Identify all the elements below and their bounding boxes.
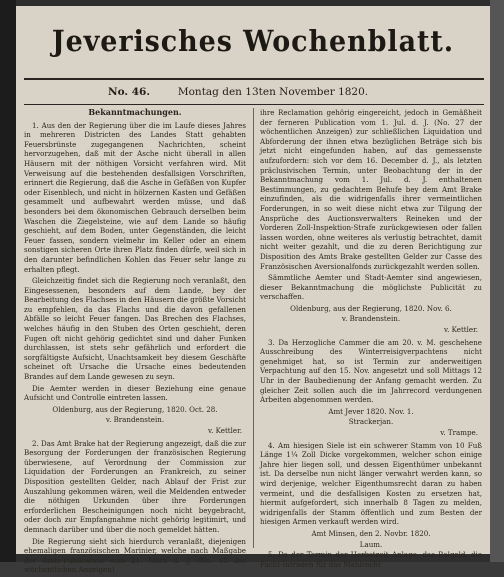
signature-name: Strackerjan. <box>348 417 394 427</box>
signature-place: Amt Jever 1820. Nov. 1. <box>328 406 414 416</box>
right-column <box>260 108 482 571</box>
section-title: Bekanntmachungen. <box>88 107 182 117</box>
article-paragraph: 1. Aus den der Regierung über die im Laufe dieses Jahres in mehreren Districten des Landes Statt gehabten Feuersbrünste zugegangenen Nachrichten, scheint hervorzugehen, daß mit der Asche nicht überall in allen Häusern mit der nöthigen Vorsicht verfahren wird. Mit Verweisung auf die bestehenden desfallsigen Vorschriften, erinnert die Regierung, daß die Asche in Gefäßen von Kupfer oder Eisenblech, und nicht in hölzernen Kasten und Gefäßen gesammelt und aufbewahrt werden müsse, und daß besonders bei dem ökonomischen Gebrauch derselben beim Waschen die Ziegelsteine, wie auf dem Lande so häufig geschieht, auf dem Boden, unter Gegenständen, die leicht Feuer fassen, sondern vielmehr im Keller oder an einem sonstigen sicheren Orte ihren Platz finden dürfe, weil sich in den darunter befindlichen Kohlen das Feuer sehr lange zu erhalten pflegt. <box>24 120 246 274</box>
article-paragraph: 4. Am hiesigen Siele ist ein schwerer Stamm von 10 Fuß Länge 1¼ Zoll Dicke vorgekommen, welcher schon einige Jahre hier liegen soll, und dessen Eigenthümer unbekannt ist. Da derselbe nun nicht länger verwahrt werden kann, so wird derjenige, welcher Eigenthumsrecht daran zu haben vermeint, und die desfallsigen Kosten zu ersetzen hat, hiermit aufgefordert, sich innerhalb 8 Tagen zu melden, widrigenfalls der Stamm öffentlich und zum Besten der hiesigen Armen verkauft werden wird. <box>260 440 482 527</box>
article-paragraph: Gleichzeitig findet sich die Regierung noch veranlaßt, den Eingesessenen, besonders auf dem Lande, bey der Bearbeitung des Flachses in den Häusern die größte Vorsicht zu empfehlen, da das Flachs und die davon gefallenen Abfälle so leicht Feuer fangen. Das Brechen des Flachses, welches häufig in den Stuben des Orten geschieht, deren Fugen oft nicht gehörig gedichtet sind und daher Funken durchlassen, ist stets sehr gefährlich und erfordert die sorgfältigste Aufsicht, Unachtsamkeit bey diesem Geschäfte scheinet oft Ursache die Ursache eines bedeutenden Brandes auf dem Lande gewesen zu seyn. <box>24 276 246 382</box>
article-paragraph: Die Regierung sieht sich hierdurch veranlaßt, diejenigen ehemaligen französischen Marinier, welche nach Maßgabe der Amts-Publication vom 21. März d. J. (No. 13 der wöchentlichen Anzeigen) <box>24 536 246 575</box>
signature-name: Laum. <box>359 539 383 549</box>
signature-countersign: v. Kettler. <box>207 426 242 435</box>
article-paragraph: ihre Reclamation gehörig eingereicht, jedoch in Gemäßheit der ferneren Publication vom 1. Jul. d. J. (No. 27 der wöchentlichen Anzeigen) zur schließlichen Liquidation und Abforderung der ihnen etwa bezüglichen Beträge sich bis jetzt nicht eingefunden haben, auf das gemessenste aufzufordern: sich vor dem 16. December d. J., als letzten präclusivischen Termin, unter Beobachtung der in der Bekanntmachung vom 1. Jul. d. J. enthaltenen Bestimmungen, zu gedachtem Behufe bey dem Amt Brake einzufinden, als die widrigenfalls ihrer vermeintlichen Forderungen, in so weit diese nicht etwa zur Tilgung der Ansprüche des Auctionsverwalters Reineken und der Vorderen Zoll-Inspektion-Strafe zurückgewiesen oder fallen lassen worden, ohne weiteres als verlustig betrachtet, damit nicht weiter gezahlt, und die zu deren Berichtigung zur Disposition des Amts Brake gestellten Gelder zur Casse des Französischen Aversionalfonds zurückgezahlt werden sollen. <box>260 108 482 271</box>
signature-place: Oldenburg, aus der Regierung, 1820. Nov. 6. <box>290 303 452 313</box>
dateline <box>16 86 490 98</box>
column-divider <box>253 108 254 548</box>
signature-countersign: v. Kettler. <box>443 325 478 335</box>
article-paragraph: Die Aemter werden in dieser Beziehung eine genaue Aufsicht und Controlle eintreten lassen. <box>24 383 246 403</box>
masthead-title: Jeverisches Wochenblatt. <box>51 24 455 58</box>
newspaper-page <box>16 6 490 575</box>
article-paragraph: 2. Das Amt Brake hat der Regierung angezeigt, daß die zur Besorgung der Forderungen der französischen Regierung überwiesene, auf Verordnung der Commission zur Liquidation der Forderungen an Frankreich, zu seiner Disposition gestellten Gelder, nach Ablauf der Frist zur Auszahlung gekommen wären, weil die Meldenden entweder die nöthigen Urkunden über ihre Forderungen erforderlichen Bescheinigungen noch nicht beygebracht, oder doch zur Empfangnahme nicht gehörig legitimirt, und demnach darüber und über die noch gemeldet hätten. <box>24 438 246 534</box>
masthead-rule <box>24 78 484 80</box>
issue-date: Montag den 13ten November 1820. <box>177 86 369 98</box>
issue-number: No. 46. <box>108 86 150 98</box>
dateline-rule <box>24 104 484 105</box>
signature-place: Oldenburg, aus der Regierung, 1820. Oct. 28. <box>52 404 218 414</box>
article-paragraph: 5. Da der Termin der Herbstzeit Anlage, das Balgeld, die Pacht-Intraden für das Mahlrecht <box>260 550 482 569</box>
article-paragraph: 3. Da Herzogliche Cammer die am 20. v. M. geschehene Ausschreibung des Winterreisigverpachtens nicht genehmiget hat, so ist Termin zur anderweitigen Verpachtung auf den 15. Nov. angesetzt und soll Mittags 12 Uhr in der Baubedienung der Anfang gemacht werden. Zu gleicher Zeit sollen auch die im Jahrrecord verdungenen Arbeiten abgenommen werden. <box>260 337 482 405</box>
left-column <box>24 108 246 577</box>
page-edge <box>490 0 504 562</box>
article-paragraph: Sämmtliche Aemter und Stadt-Aemter sind angewiesen, dieser Bekanntmachung die möglichste Publicität zu verschaffen. <box>260 273 482 302</box>
signature-name: v. Brandenstein. <box>105 415 165 425</box>
book-spine <box>0 0 16 562</box>
signature-name: v. Brandenstein. <box>341 314 401 324</box>
signature-place: Amt Minsen, den 2. Novbr. 1820. <box>311 528 431 538</box>
signature-countersign: v. Trampe. <box>440 428 478 437</box>
